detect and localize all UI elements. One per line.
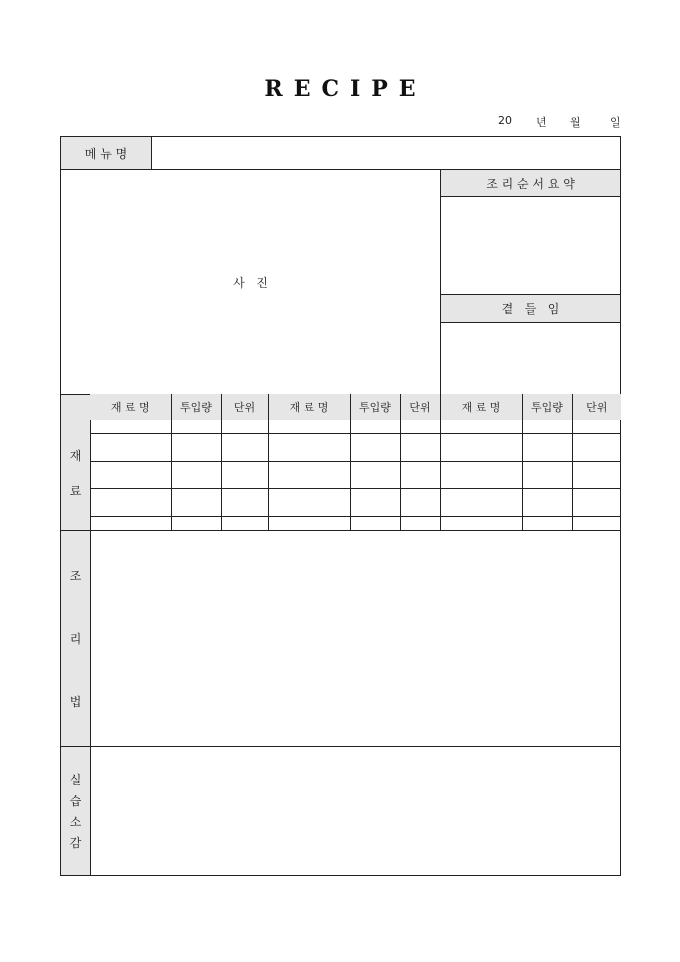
method-side-label	[61, 531, 90, 746]
ingredient-cell[interactable]	[90, 516, 171, 530]
ingredient-cell[interactable]	[221, 434, 268, 462]
ingredient-cell[interactable]	[572, 420, 621, 434]
ingredient-cell[interactable]	[440, 434, 522, 462]
column-header-unit: 단위	[221, 394, 268, 420]
garnish-label: 곁 들 임	[441, 295, 620, 322]
ingredient-cell[interactable]	[90, 434, 171, 462]
ingredient-cell[interactable]	[350, 516, 400, 530]
ingredient-cell[interactable]	[221, 461, 268, 489]
ingredient-cell[interactable]	[400, 489, 440, 517]
page-title: RECIPE	[264, 76, 427, 102]
table-row	[90, 461, 621, 489]
ingredient-cell[interactable]	[221, 516, 268, 530]
table-row	[90, 516, 621, 530]
review-field[interactable]	[91, 747, 620, 875]
date-year-unit: 년	[536, 116, 547, 129]
ingredient-cell[interactable]	[522, 434, 572, 462]
ingredient-cell[interactable]	[400, 420, 440, 434]
ingredients-header-row	[90, 394, 621, 420]
garnish-field[interactable]	[441, 323, 620, 394]
date-month-unit: 월	[570, 116, 581, 129]
ingredient-cell[interactable]	[268, 461, 350, 489]
ingredient-cell[interactable]	[572, 461, 621, 489]
ingredient-cell[interactable]	[171, 516, 221, 530]
column-header-ingredient-name: 재 료 명	[90, 394, 171, 420]
column-header-amount: 투입량	[171, 394, 221, 420]
ingredient-cell[interactable]	[400, 461, 440, 489]
ingredient-cell[interactable]	[171, 461, 221, 489]
ingredient-cell[interactable]	[522, 420, 572, 434]
column-header-amount: 투입량	[350, 394, 400, 420]
ingredient-cell[interactable]	[440, 461, 522, 489]
ingredient-cell[interactable]	[90, 489, 171, 517]
ingredient-cell[interactable]	[268, 489, 350, 517]
ingredient-cell[interactable]	[440, 420, 522, 434]
ingredient-cell[interactable]	[268, 516, 350, 530]
ingredients-label-char: 재	[69, 448, 82, 463]
ingredient-cell[interactable]	[268, 434, 350, 462]
ingredient-cell[interactable]	[440, 489, 522, 517]
ingredient-cell[interactable]	[171, 489, 221, 517]
review-label-char: 소	[69, 815, 82, 829]
review-label-char: 감	[69, 836, 82, 850]
ingredients-label-char: 료	[69, 483, 82, 498]
ingredient-cell[interactable]	[90, 420, 171, 434]
method-label-char: 리	[69, 632, 82, 646]
ingredient-cell[interactable]	[268, 420, 350, 434]
photo-area[interactable]	[61, 170, 440, 394]
table-row	[90, 434, 621, 462]
ingredient-cell[interactable]	[350, 420, 400, 434]
ingredient-cell[interactable]	[572, 434, 621, 462]
ingredients-side-label	[61, 395, 90, 530]
column-header-unit: 단위	[400, 394, 440, 420]
photo-label: 사 진	[233, 275, 268, 290]
ingredient-cell[interactable]	[350, 489, 400, 517]
summary-field[interactable]	[441, 197, 620, 294]
menu-name-field[interactable]	[152, 137, 620, 169]
column-header-ingredient-name: 재 료 명	[440, 394, 522, 420]
method-field[interactable]	[91, 531, 620, 746]
ingredient-cell[interactable]	[400, 516, 440, 530]
review-label-char: 실	[69, 773, 82, 787]
ingredient-cell[interactable]	[171, 434, 221, 462]
date-year: 20	[498, 114, 512, 127]
date-day-unit: 일	[610, 116, 621, 129]
review-side-label	[61, 747, 90, 875]
ingredient-cell[interactable]	[572, 489, 621, 517]
ingredients-table	[90, 394, 621, 530]
summary-label: 조 리 순 서 요 약	[441, 170, 620, 196]
ingredient-cell[interactable]	[350, 461, 400, 489]
table-row	[90, 420, 621, 434]
ingredient-cell[interactable]	[400, 434, 440, 462]
ingredient-cell[interactable]	[522, 489, 572, 517]
method-label-char: 법	[69, 695, 82, 709]
method-label-char: 조	[69, 569, 82, 583]
column-header-amount: 투입량	[522, 394, 572, 420]
ingredient-cell[interactable]	[350, 434, 400, 462]
ingredient-cell[interactable]	[221, 420, 268, 434]
review-label-char: 습	[69, 794, 82, 808]
ingredient-cell[interactable]	[171, 420, 221, 434]
ingredient-cell[interactable]	[522, 516, 572, 530]
table-row	[90, 489, 621, 517]
ingredient-cell[interactable]	[440, 516, 522, 530]
ingredient-cell[interactable]	[572, 516, 621, 530]
ingredient-cell[interactable]	[221, 489, 268, 517]
column-header-ingredient-name: 재 료 명	[268, 394, 350, 420]
menu-name-label: 메 뉴 명	[61, 137, 151, 169]
ingredient-cell[interactable]	[522, 461, 572, 489]
column-header-unit: 단위	[572, 394, 621, 420]
ingredient-cell[interactable]	[90, 461, 171, 489]
